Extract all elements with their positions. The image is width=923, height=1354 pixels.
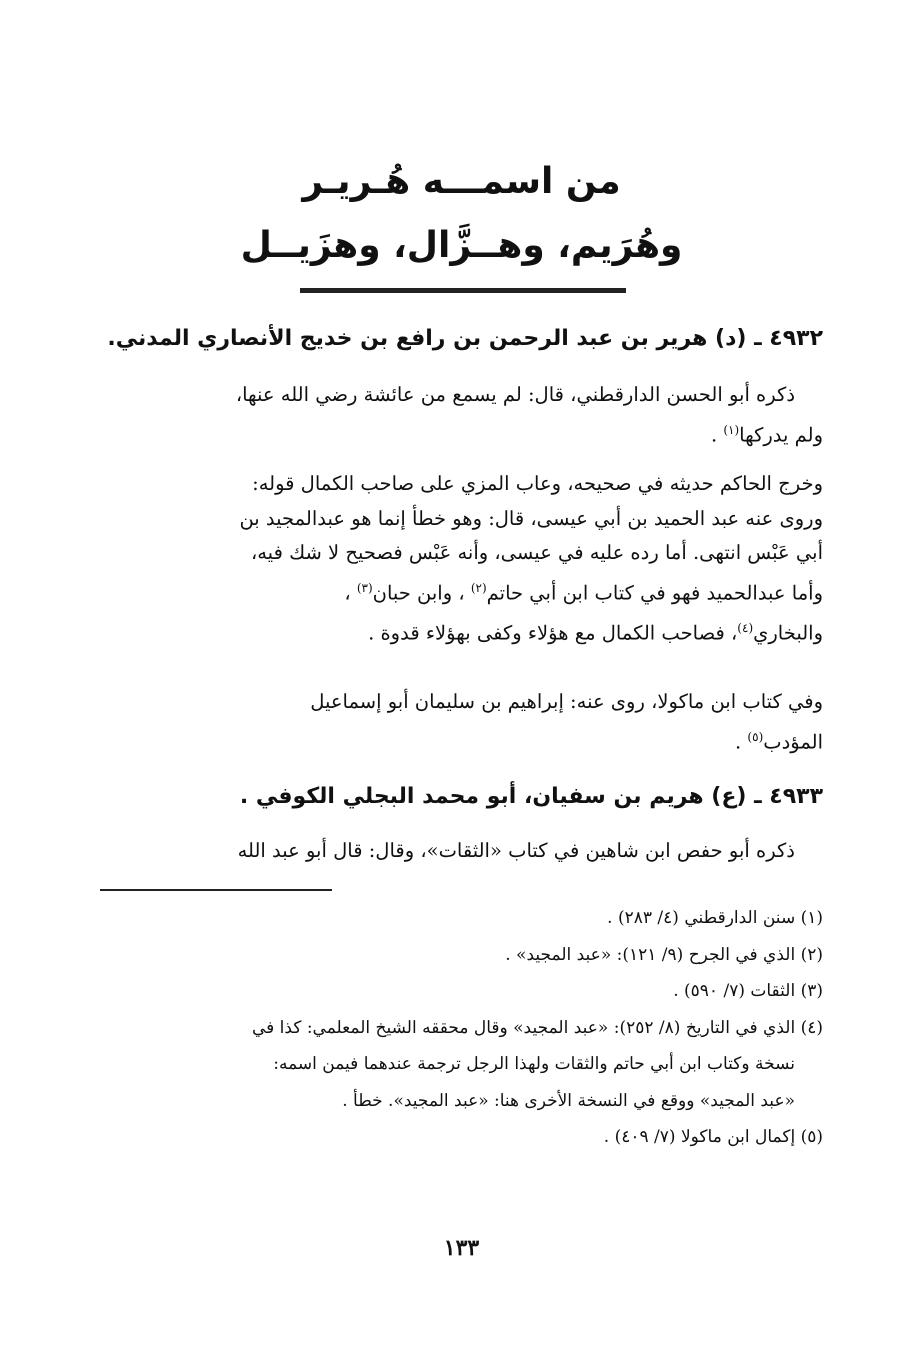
text-span: . bbox=[735, 730, 748, 753]
text-span: ، فصاحب الكمال مع هؤلاء وكفى بهؤلاء قدوة . bbox=[368, 621, 738, 644]
page-number: ١٣٣ bbox=[443, 1235, 480, 1261]
entry-4932-p2-line-4 bbox=[100, 571, 823, 611]
book-page bbox=[100, 0, 823, 1354]
footnote-ref-5: (٥) bbox=[747, 729, 764, 744]
section-title bbox=[100, 150, 823, 278]
entry-4932-p2-line-3: أبي عَبْس انتهى. أما رده عليه في عيسى، وأنه عَبْس فصحيح لا شك فيه، bbox=[250, 541, 823, 564]
footnote-3: (٣) الثقات (٧/ ٥٩٠) . bbox=[673, 981, 823, 1001]
text-span: المؤدب bbox=[763, 730, 823, 753]
entry-4932-paragraph-3 bbox=[100, 685, 823, 760]
footnote-1: (١) سنن الدارقطني (٤/ ٢٨٣) . bbox=[607, 908, 823, 928]
footnote-4-line-2: نسخة وكتاب ابن أبي حاتم والثقات ولهذا الرجل ترجمة عندهما فيمن اسمه: bbox=[273, 1054, 795, 1074]
footnote-4-line-1: (٤) الذي في التاريخ (٨/ ٢٥٢): «عبد المجيد» وقال محققه الشيخ المعلمي: كذا في bbox=[251, 1017, 823, 1038]
section-title-line-1: من اسمـــه هُـريـر bbox=[302, 161, 621, 202]
entry-heading-4932: ٤٩٣٢ ـ (د) هرير بن عبد الرحمن بن رافع بن خديج الأنصاري المدني. bbox=[107, 326, 823, 351]
footnote-ref-2: (٢) bbox=[470, 580, 487, 595]
title-underline-divider bbox=[300, 288, 626, 293]
entry-4932-p1-line-1: ذكره أبو الحسن الدارقطني، قال: لم يسمع من عائشة رضي الله عنها، bbox=[235, 383, 795, 406]
footnote-ref-4: (٤) bbox=[737, 620, 754, 635]
section-title-line-2: وهُرَيم، وهــزَّال، وهزَيــل bbox=[240, 225, 683, 266]
text-span: وأما عبدالحميد فهو في كتاب ابن أبي حاتم bbox=[486, 581, 823, 604]
entry-4932-paragraph-1 bbox=[100, 378, 823, 453]
text-span: ، وابن حبان bbox=[372, 581, 471, 604]
entry-4932-p3-line-1: وفي كتاب ابن ماكولا، روى عنه: إبراهيم بن سليمان أبو إسماعيل bbox=[310, 690, 823, 713]
footnote-ref-1: (١) bbox=[723, 422, 740, 437]
entry-4933-p1-line-1: ذكره أبو حفص ابن شاهين في كتاب «الثقات»، وقال: قال أبو عبد الله bbox=[237, 839, 795, 862]
footnotes bbox=[100, 900, 823, 1156]
footnote-2: (٢) الذي في الجرح (٩/ ١٢١): «عبد المجيد» . bbox=[505, 944, 823, 965]
text-span: والبخاري bbox=[753, 621, 823, 644]
entry-heading-4933: ٤٩٣٣ ـ (ع) هريم بن سفيان، أبو محمد البجلي الكوفي . bbox=[239, 784, 823, 809]
footnote-4-line-3: «عبد المجيد» ووقع في النسخة الأخرى هنا: «عبد المجيد». خطأ . bbox=[342, 1090, 795, 1111]
footnote-ref-3: (٣) bbox=[356, 580, 373, 595]
entry-4932-p1-line-2 bbox=[100, 413, 823, 453]
entry-4933-paragraph-1 bbox=[100, 834, 823, 869]
entry-4932-p3-line-2 bbox=[100, 720, 823, 760]
entry-4932-p2-line-2: وروى عنه عبد الحميد بن أبي عيسى، قال: وهو خطأ إنما هو عبدالمجيد بن bbox=[239, 506, 823, 530]
entry-4932-paragraph-2 bbox=[100, 467, 823, 651]
text-span: ، bbox=[344, 581, 357, 604]
footnote-separator-rule bbox=[100, 889, 332, 891]
entry-4932-p2-line-5 bbox=[100, 611, 823, 651]
text-span: ولم يدركها bbox=[739, 423, 823, 446]
text-span: . bbox=[710, 423, 724, 446]
footnote-5: (٥) إكمال ابن ماكولا (٧/ ٤٠٩) . bbox=[603, 1127, 823, 1147]
entry-4932-p2-line-1: وخرج الحاكم حديثه في صحيحه، وعاب المزي على صاحب الكمال قوله: bbox=[252, 472, 823, 495]
